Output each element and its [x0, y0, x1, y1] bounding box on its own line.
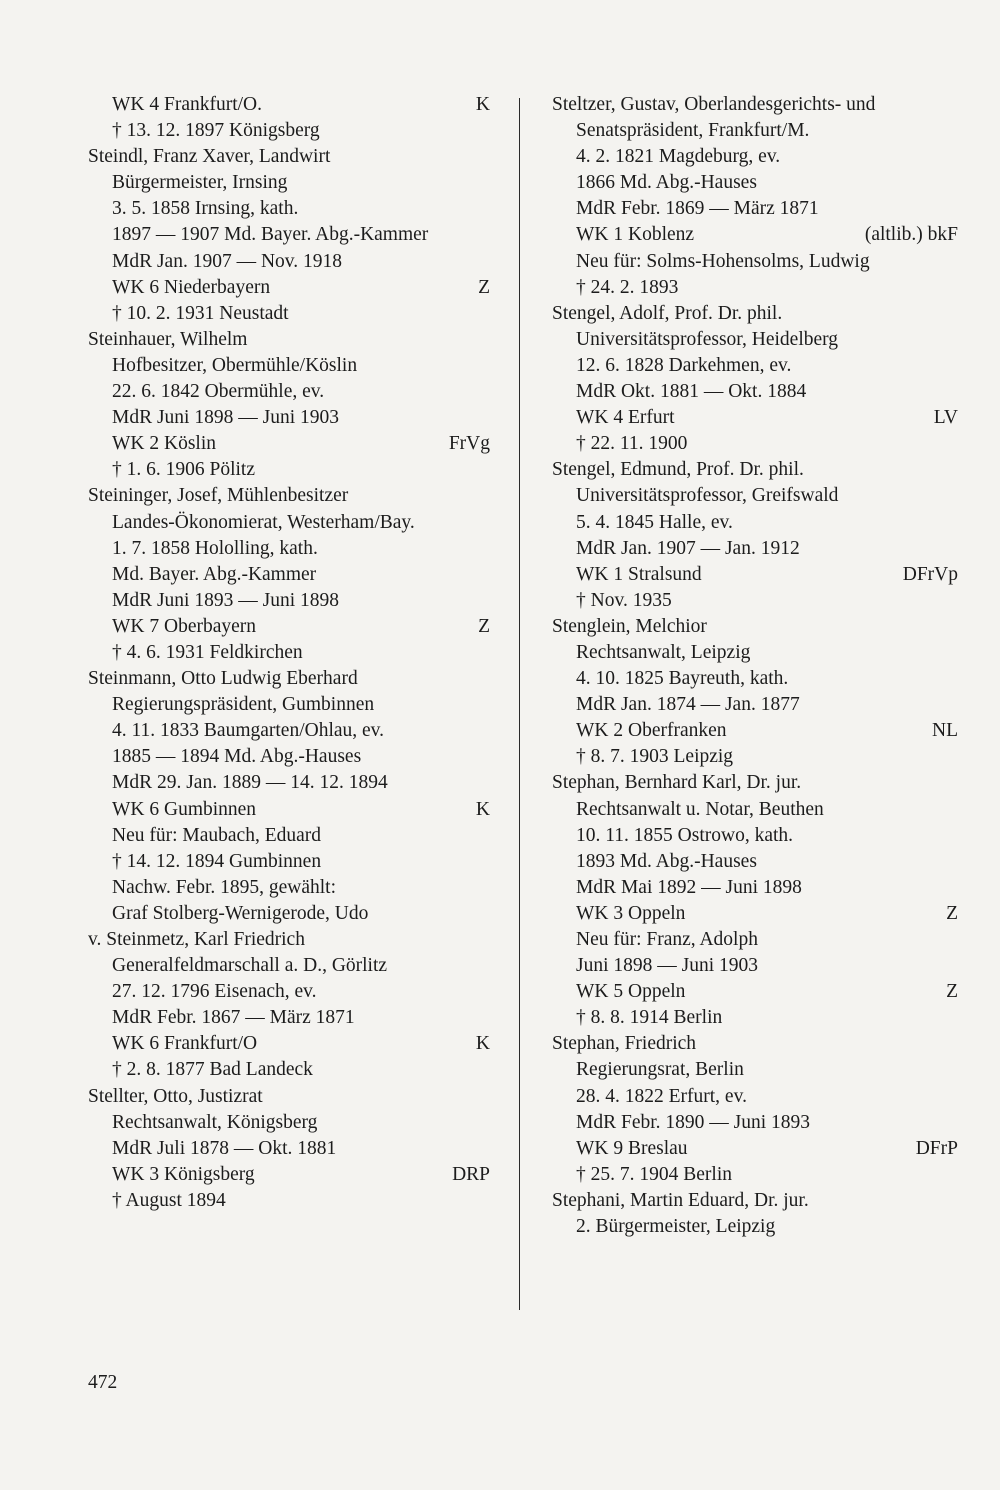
line-text: 4. 2. 1821 Magdeburg, ev.	[576, 146, 781, 168]
party-abbreviation: K	[475, 94, 490, 115]
entry-detail-line	[88, 275, 490, 301]
party-abbreviation: K	[475, 798, 490, 820]
party-abbreviation: DRP	[452, 1163, 490, 1185]
line-text: Stellter, Otto, Justizrat	[88, 1085, 263, 1107]
line-text: WK 5 Oppeln	[576, 981, 686, 1003]
line-text: WK 2 Oberfranken	[576, 720, 727, 742]
entry-detail-line	[552, 1110, 958, 1136]
entry-detail-line	[88, 797, 490, 823]
entry-detail-line	[88, 1162, 490, 1188]
entry-detail-line	[88, 536, 490, 562]
entry-detail-line	[88, 92, 490, 118]
line-text: 28. 4. 1822 Erfurt, ev.	[576, 1085, 747, 1107]
entry-detail-line	[88, 379, 490, 405]
entry-detail-line	[88, 744, 490, 770]
line-text: MdR 29. Jan. 1889 — 14. 12. 1894	[112, 772, 388, 794]
party-abbreviation: K	[475, 1033, 490, 1055]
entry-detail-line	[552, 353, 958, 379]
line-text: Generalfeldmarschall a. D., Görlitz	[112, 955, 388, 977]
line-text: † 13. 12. 1897 Königsberg	[112, 120, 320, 142]
line-text: WK 1 Koblenz	[576, 224, 695, 246]
entry-detail-line	[88, 562, 490, 588]
entry-name-line	[88, 666, 490, 692]
entry-detail-line	[88, 1136, 490, 1162]
line-text: MdR Juli 1878 — Okt. 1881	[112, 1137, 337, 1159]
party-abbreviation: DFrP	[915, 1137, 958, 1159]
entry-name-line	[88, 144, 490, 170]
line-text: † 10. 2. 1931 Neustadt	[112, 302, 289, 324]
entry-detail-line	[88, 249, 490, 275]
line-text: Stengel, Adolf, Prof. Dr. phil.	[552, 302, 783, 324]
entry-name-line	[552, 92, 958, 118]
entry-detail-line	[552, 249, 958, 275]
entry-detail-line	[552, 744, 958, 770]
entry-detail-line	[88, 405, 490, 431]
entry-detail-line	[552, 718, 958, 744]
line-text: WK 1 Stralsund	[576, 563, 702, 585]
entry-detail-line	[552, 118, 958, 144]
line-text: 1893 Md. Abg.-Hauses	[576, 850, 757, 872]
entry-name-line	[88, 327, 490, 353]
entry-detail-line	[552, 640, 958, 666]
entry-detail-line	[552, 666, 958, 692]
entry-detail-line	[552, 405, 958, 431]
entry-detail-line	[552, 901, 958, 927]
line-text: WK 4 Erfurt	[576, 407, 675, 429]
column-divider	[519, 98, 520, 1310]
entry-detail-line	[552, 562, 958, 588]
line-text: Bürgermeister, Irnsing	[112, 172, 288, 194]
line-text: † 14. 12. 1894 Gumbinnen	[112, 850, 322, 872]
entry-detail-line	[88, 1005, 490, 1031]
line-text: 1897 — 1907 Md. Bayer. Abg.-Kammer	[112, 224, 429, 246]
party-abbreviation: FrVg	[448, 433, 490, 455]
entry-detail-line	[88, 196, 490, 222]
line-text: WK 2 Köslin	[112, 433, 216, 455]
line-text: Stengel, Edmund, Prof. Dr. phil.	[552, 459, 804, 481]
line-text: 4. 11. 1833 Baumgarten/Ohlau, ev.	[112, 720, 385, 742]
entry-name-line	[88, 927, 490, 953]
line-text: Rechtsanwalt, Leipzig	[576, 641, 751, 663]
line-text: MdR Jan. 1907 — Nov. 1918	[112, 250, 343, 272]
line-text: † 22. 11. 1900	[576, 433, 688, 455]
entry-detail-line	[552, 483, 958, 509]
line-text: Steininger, Josef, Mühlenbesitzer	[88, 485, 349, 507]
line-text: Steltzer, Gustav, Oberlandesgerichts- und	[552, 94, 876, 115]
line-text: † 24. 2. 1893	[576, 276, 679, 298]
entry-name-line	[552, 614, 958, 640]
line-text: MdR Jan. 1874 — Jan. 1877	[576, 694, 800, 716]
line-text: † Nov. 1935	[576, 589, 672, 611]
line-text: Stephani, Martin Eduard, Dr. jur.	[552, 1189, 809, 1211]
entry-detail-line	[88, 353, 490, 379]
line-text: Senatspräsident, Frankfurt/M.	[576, 120, 810, 142]
entry-name-line	[552, 770, 958, 796]
entry-detail-line	[552, 979, 958, 1005]
entry-detail-line	[88, 875, 490, 901]
line-text: Neu für: Solms-Hohensolms, Ludwig	[576, 250, 870, 272]
line-text: 2. Bürgermeister, Leipzig	[576, 1216, 776, 1238]
line-text: 5. 4. 1845 Halle, ev.	[576, 511, 733, 533]
entry-detail-line	[552, 692, 958, 718]
line-text: 10. 11. 1855 Ostrowo, kath.	[576, 824, 794, 846]
line-text: 12. 6. 1828 Darkehmen, ev.	[576, 354, 792, 376]
line-text: 27. 12. 1796 Eisenach, ev.	[112, 981, 317, 1003]
line-text: WK 4 Frankfurt/O.	[112, 94, 263, 115]
line-text: MdR Juni 1893 — Juni 1898	[112, 589, 339, 611]
entry-detail-line	[88, 588, 490, 614]
entry-detail-line	[88, 614, 490, 640]
line-text: † 4. 6. 1931 Feldkirchen	[112, 641, 303, 663]
line-text: v. Steinmetz, Karl Friedrich	[88, 929, 305, 950]
entry-detail-line	[88, 849, 490, 875]
line-text: 1. 7. 1858 Hololling, kath.	[112, 537, 318, 559]
entry-detail-line	[88, 1188, 490, 1214]
entry-detail-line	[88, 1031, 490, 1057]
line-text: Steindl, Franz Xaver, Landwirt	[88, 146, 331, 168]
entry-detail-line	[552, 797, 958, 823]
line-text: Graf Stolberg-Wernigerode, Udo	[112, 902, 369, 924]
entry-detail-line	[88, 222, 490, 248]
entry-detail-line	[552, 849, 958, 875]
entry-detail-line	[552, 510, 958, 536]
line-text: MdR Febr. 1890 — Juni 1893	[576, 1111, 811, 1133]
line-text: † 25. 7. 1904 Berlin	[576, 1163, 732, 1185]
entry-detail-line	[88, 901, 490, 927]
entry-detail-line	[552, 1057, 958, 1083]
entry-detail-line	[552, 144, 958, 170]
line-text: 3. 5. 1858 Irnsing, kath.	[112, 198, 299, 220]
entry-detail-line	[88, 640, 490, 666]
right-column	[552, 92, 958, 1240]
entry-detail-line	[88, 457, 490, 483]
line-text: WK 7 Oberbayern	[112, 615, 257, 637]
line-text: 22. 6. 1842 Obermühle, ev.	[112, 381, 325, 403]
line-text: WK 3 Königsberg	[112, 1163, 255, 1185]
party-abbreviation: Z	[478, 615, 490, 637]
line-text: Regierungspräsident, Gumbinnen	[112, 694, 375, 716]
entry-detail-line	[552, 588, 958, 614]
line-text: Stephan, Friedrich	[552, 1033, 697, 1055]
line-text: † 8. 8. 1914 Berlin	[576, 1007, 723, 1029]
entry-detail-line	[88, 170, 490, 196]
entry-detail-line	[552, 1136, 958, 1162]
line-text: Steinhauer, Wilhelm	[88, 328, 248, 350]
line-text: MdR Okt. 1881 — Okt. 1884	[576, 381, 807, 403]
entry-detail-line	[552, 536, 958, 562]
left-column	[88, 92, 490, 1214]
entry-detail-line	[552, 170, 958, 196]
entry-detail-line	[88, 770, 490, 796]
entry-detail-line	[552, 927, 958, 953]
line-text: Stenglein, Melchior	[552, 615, 707, 637]
line-text: Neu für: Maubach, Eduard	[112, 824, 322, 846]
party-abbreviation: NL	[932, 720, 958, 742]
entry-detail-line	[552, 275, 958, 301]
entry-detail-line	[88, 718, 490, 744]
entry-name-line	[552, 301, 958, 327]
line-text: Juni 1898 — Juni 1903	[576, 955, 759, 977]
entry-name-line	[552, 1188, 958, 1214]
line-text: 1885 — 1894 Md. Abg.-Hauses	[112, 746, 362, 768]
line-text: 4. 10. 1825 Bayreuth, kath.	[576, 668, 789, 690]
party-abbreviation: LV	[933, 407, 958, 429]
line-text: Regierungsrat, Berlin	[576, 1059, 744, 1081]
line-text: Md. Bayer. Abg.-Kammer	[112, 563, 317, 585]
entry-detail-line	[88, 510, 490, 536]
entry-detail-line	[552, 875, 958, 901]
entry-detail-line	[552, 379, 958, 405]
line-text: Rechtsanwalt u. Notar, Beuthen	[576, 798, 824, 820]
line-text: MdR Jan. 1907 — Jan. 1912	[576, 537, 800, 559]
party-abbreviation: (altlib.) bkF	[864, 224, 958, 246]
line-text: † 1. 6. 1906 Pölitz	[112, 459, 256, 481]
line-text: Universitätsprofessor, Heidelberg	[576, 328, 839, 350]
line-text: WK 9 Breslau	[576, 1137, 688, 1159]
line-text: MdR Juni 1898 — Juni 1903	[112, 407, 339, 429]
entry-detail-line	[552, 823, 958, 849]
entry-detail-line	[552, 222, 958, 248]
entry-detail-line	[552, 1214, 958, 1240]
entry-name-line	[552, 457, 958, 483]
line-text: 1866 Md. Abg.-Hauses	[576, 172, 757, 194]
party-abbreviation: Z	[946, 981, 958, 1003]
entry-detail-line	[552, 327, 958, 353]
line-text: Steinmann, Otto Ludwig Eberhard	[88, 668, 358, 690]
line-text: WK 6 Niederbayern	[112, 276, 271, 298]
entry-detail-line	[88, 301, 490, 327]
entry-detail-line	[552, 196, 958, 222]
line-text: † 2. 8. 1877 Bad Landeck	[112, 1059, 313, 1081]
entry-detail-line	[88, 1057, 490, 1083]
entry-detail-line	[88, 1110, 490, 1136]
entry-detail-line	[88, 431, 490, 457]
line-text: Hofbesitzer, Obermühle/Köslin	[112, 354, 358, 376]
entry-detail-line	[88, 118, 490, 144]
party-abbreviation: Z	[946, 902, 958, 924]
entry-name-line	[88, 483, 490, 509]
line-text: Nachw. Febr. 1895, gewählt:	[112, 876, 337, 898]
line-text: Universitätsprofessor, Greifswald	[576, 485, 839, 507]
line-text: Rechtsanwalt, Königsberg	[112, 1111, 318, 1133]
line-text: Neu für: Franz, Adolph	[576, 929, 758, 950]
entry-detail-line	[552, 1005, 958, 1031]
line-text: Landes-Ökonomierat, Westerham/Bay.	[112, 511, 415, 533]
entry-detail-line	[88, 823, 490, 849]
entry-name-line	[88, 1084, 490, 1110]
line-text: MdR Febr. 1867 — März 1871	[112, 1007, 355, 1029]
line-text: † 8. 7. 1903 Leipzig	[576, 746, 734, 768]
entry-name-line	[552, 1031, 958, 1057]
entry-detail-line	[552, 953, 958, 979]
line-text: † August 1894	[112, 1189, 226, 1211]
line-text: Stephan, Bernhard Karl, Dr. jur.	[552, 772, 802, 794]
line-text: WK 3 Oppeln	[576, 902, 686, 924]
line-text: MdR Febr. 1869 — März 1871	[576, 198, 819, 220]
party-abbreviation: Z	[478, 276, 490, 298]
entry-detail-line	[88, 953, 490, 979]
entry-detail-line	[552, 1084, 958, 1110]
line-text: WK 6 Frankfurt/O	[112, 1033, 258, 1055]
entry-detail-line	[88, 692, 490, 718]
entry-detail-line	[552, 431, 958, 457]
line-text: WK 6 Gumbinnen	[112, 798, 257, 820]
entry-detail-line	[88, 979, 490, 1005]
entry-detail-line	[552, 1162, 958, 1188]
line-text: MdR Mai 1892 — Juni 1898	[576, 876, 802, 898]
page-number: 472	[88, 1372, 118, 1393]
party-abbreviation: DFrVp	[902, 563, 958, 585]
